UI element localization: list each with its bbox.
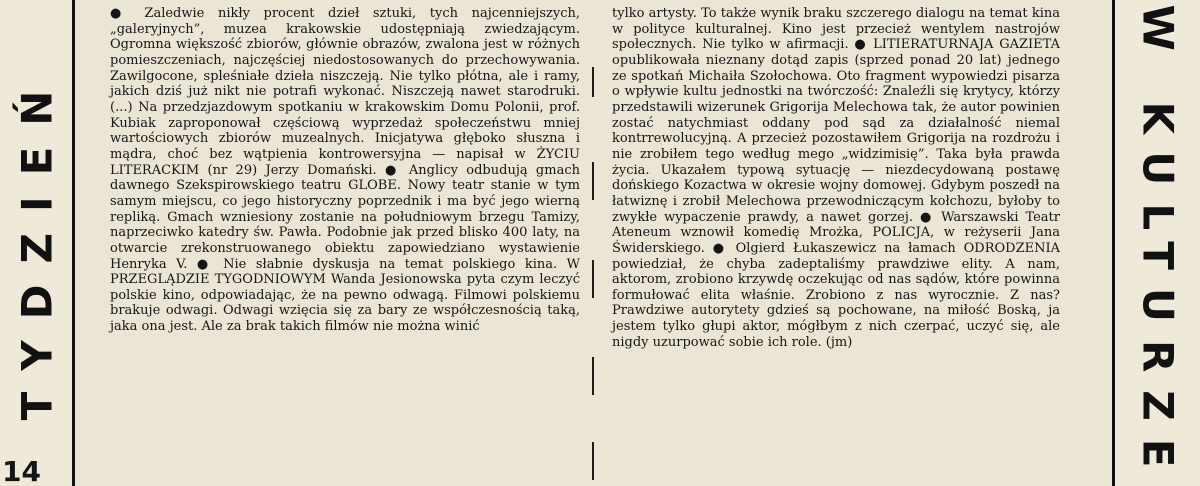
column-separator [592,12,594,482]
left-section-title-bar [0,0,75,486]
section-title-w-kulturze: W KULTURZE [1133,4,1183,486]
section-title-tydzien: TYDZIEŃ [12,69,62,421]
page-number: 14 [2,455,41,486]
article-column-1 [110,6,580,335]
article-column-2 [612,6,1060,350]
column-1-text: ● Zaledwie nikły procent dzieł sztuki, tych najcenniejszych, „galeryjnych”, muzea krakowskie udostępniają zwiedzającym. Ogromna większość zbiorów, głównie obrazów, zwalona jest w różnych pomieszczeniach, najczęściej niedostosowanych do przechowywania. Zawilgocone, spleśniałe dzieła niszczeją. Nie tylko płótna, ale i ramy, jakich dziś już nikt nie potrafi wykonać. Niszczeją nawet starodruki. (...) Na przedzjazdowym spotkaniu w krakowskim Domu Polonii, prof. Kubiak zaproponował częściową wyprzedaż społeczeństwu mniej wartościowych zbiorów muzealnych. Inicjatywa głęboko słuszna i mądra, choć bez wątpienia kontrowersyjna — napisał w ŻYCIU LITERACKIM (nr 29) Jerzy Domański. ● Anglicy odbudują gmach dawnego Szekspirowskiego teatru GLOBE. Nowy teatr stanie w tym samym miejscu, co jego historyczny poprzednik i ma być jego wierną repliką. Gmach wzniesiony zostanie na południowym brzegu Tamizy, naprzeciwko katedry św. Pawła. Podobnie jak przed blisko 400 laty, na otwarcie zrekonstruowanego obiektu zapowiedziano wystawienie Henryka V. ● Nie słabnie dyskusja na temat polskiego kina. W PRZEGLĄDZIE TYGODNIOWYM Wanda Jesionowska pyta czym leczyć polskie kino, odpowiadając, że na pewno odwagą. Filmowi polskiemu brakuje odwagi. Odwagi wzięcia się za bary ze współczesnością taką, jaka ona jest. Ale za brak takich filmów nie można winić [110,6,580,335]
column-2-text: tylko artysty. To także wynik braku szczerego dialogu na temat kina w polityce kulturalnej. Kino jest przecież wentylem nastrojów społecznych. Nie tylko w afirmacji. ● LITIERATURNAJA GAZIETA opublikowała nieznany dotąd zapis (sprzed ponad 20 lat) jednego ze spotkań Michaiła Szołochowa. Oto fragment wypowiedzi pisarza o wpływie kultu jednostki na twórczość: Znaleźli się krytycy, którzy przedstawili wizerunek Grigorija Melechowa tak, że autor powinien zostać natychmiast oddany pod sąd za działalność niemal kontrrewolucyjną. A przecież pozostawiłem Grigorija na rozdrożu i nie zrobiłem tego według mego „widzimisię”. Taka była prawda życia. Ukazałem typową sytuację — niezdecydowaną postawę dońskiego Kozactwa w okresie wojny domowej. Gdybym poszedł na łatwiznę i zrobił Melechowa przewodniczącym kołchozu, byłoby to zwykłe wypaczenie prawdy, a nawet gorzej. ● Warszawski Teatr Ateneum wznowił komedię Mrożka, POLICJA, w reżyserii Jana Świderskiego. ● Olgierd Łukaszewicz na łamach ODRODZENIA powiedział, że chyba zadeptaliśmy prawdziwe elity. A nam, aktorom, zrobiono krzywdę oczekując od nas sądów, które powinna formułować elita właśnie. Zrobiono z nas wyrocznie. Z nas? Prawdziwe autorytety gdzieś są pochowane, na miłość Boską, ja jestem tylko głupi aktor, mógłbym z nich czerpać, uczyć się, ale nigdy uzurpować sobie ich role. (jm) [612,6,1060,350]
right-section-title-bar [1112,0,1200,486]
